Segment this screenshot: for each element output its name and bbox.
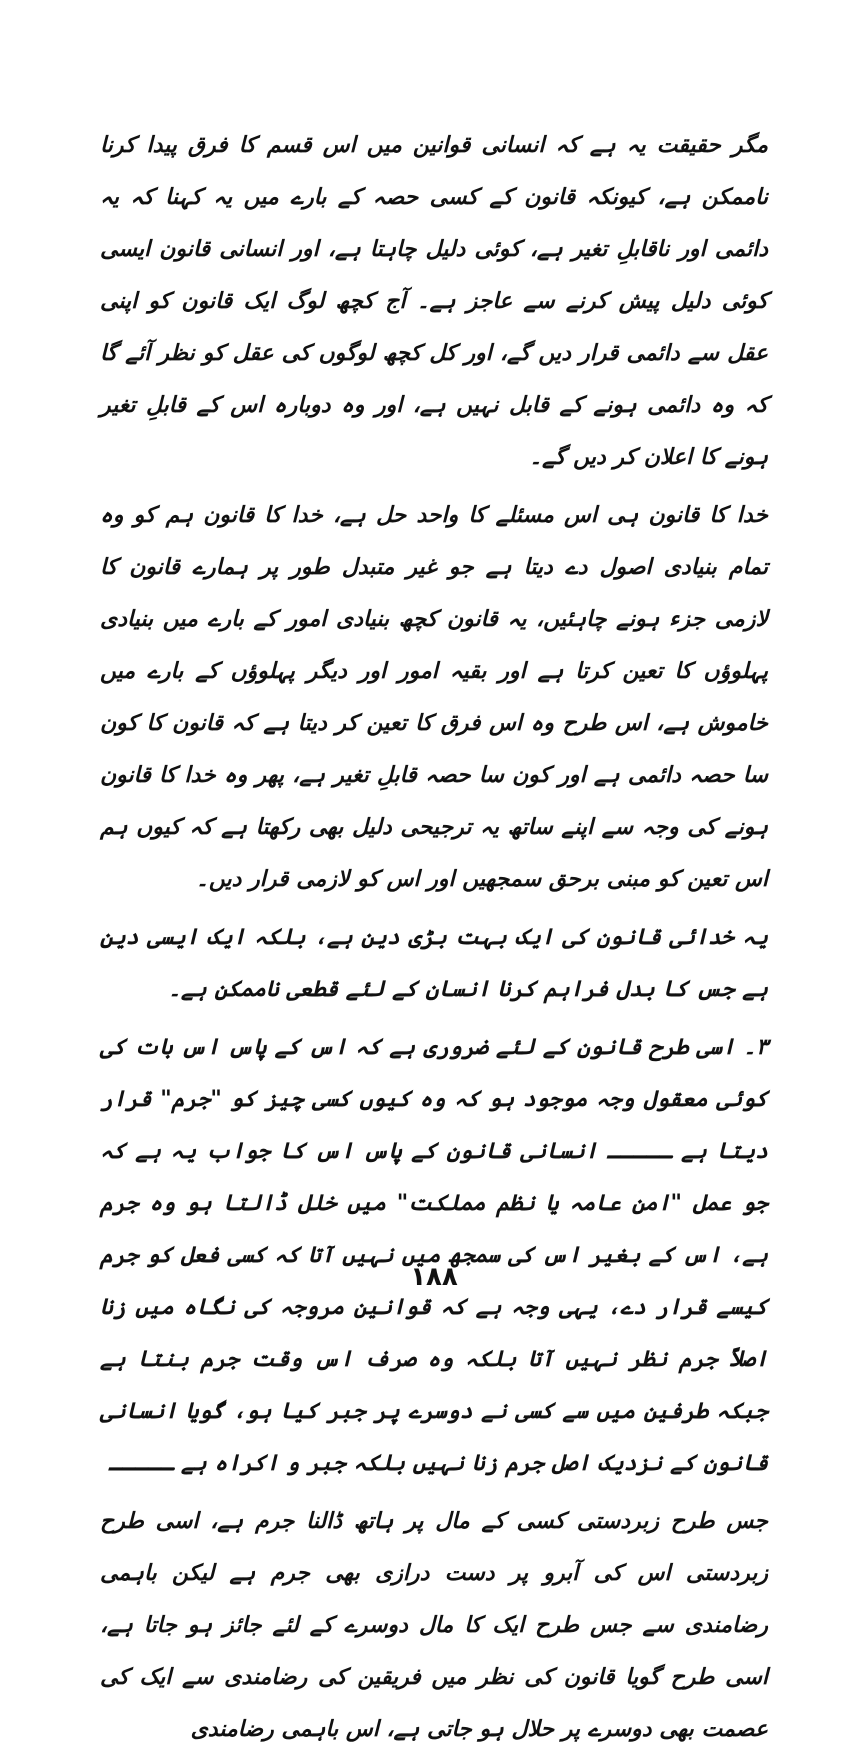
paragraph-2: خدا کا قانون ہی اس مسئلے کا واحد حل ہے، خدا کا قانون ہم کو وہ تمام بنیادی اصول دے دیتا ہے جو غیر متبدل طور پر ہمارے قانون کا لازمی جزء ہونے چاہئیں، یہ قانون کچھ بنیادی امور کے بارے میں بنیادی پہلوؤں کا تعین کرتا ہے اور بقیہ امور اور دیگر پہلوؤں کے بارے میں خاموش ہے، اس طرح وہ اس فرق کا تعین کر دیتا ہے کہ قانون کا کون سا حصہ دائمی ہے اور کون سا حصہ قابلِ تغیر ہے، پھر وہ خدا کا قانون ہونے کی وجہ سے اپنے ساتھ یہ ترجیحی دلیل بھی رکھتا ہے کہ کیوں ہم اس تعین کو مبنی برحق سمجھیں اور اس کو لازمی قرار دیں۔: [100, 503, 768, 892]
paragraph-5: جس طرح زبردستی کسی کے مال پر ہاتھ ڈالنا جرم ہے، اسی طرح زبردستی اس کی آبرو پر دست درازی بھی جرم ہے لیکن باہمی رضامندی سے جس طرح ایک کا مال دوسرے کے لئے جائز ہو جاتا ہے، اسی طرح گویا قانون کی نظر میں فریقین کی رضامندی سے ایک کی عصمت بھی دوسرے پر حلال ہو جاتی ہے، اس باہمی رضامندی: [100, 1509, 768, 1742]
page-number: ۱۸۸: [410, 1262, 458, 1292]
paragraph-4: ۳۔ اسی طرح قانون کے لئے ضروری ہے کہ اس کے پاس اس بات کی کوئی معقول وجہ موجود ہو کہ وہ کیوں کسی چیز کو "جرم" قرار دیتا ہے ـــــ انسانی قانون کے پاس اس کا جواب یہ ہے کہ جو عمل "امن عامہ یا نظم مملکت" میں خلل ڈالتا ہو وہ جرم ہے، اس کے بغیر اس کی سمجھ میں نہیں آتا کہ کسی فعل کو جرم کیسے قرار دے، یہی وجہ ہے کہ قوانین مروجہ کی نگاہ میں زنا اصلاً جرم نظر نہیں آتا بلکہ وہ صرف اس وقت جرم بنتا ہے جبکہ طرفین میں سے کسی نے دوسرے پر جبر کیا ہو، گویا انسانی قانون کے نزدیک اصل جرم زنا نہیں بلکہ جبر و اکراہ ہے ـــــ: [100, 1035, 768, 1476]
body-text: [100, 120, 768, 1762]
paragraph-1: مگر حقیقت یہ ہے کہ انسانی قوانین میں اس قسم کا فرق پیدا کرنا ناممکن ہے، کیونکہ قانون کے کسی حصہ کے بارے میں یہ کہنا کہ یہ دائمی اور ناقابلِ تغیر ہے، کوئی دلیل چاہتا ہے، اور انسانی قانون ایسی کوئی دلیل پیش کرنے سے عاجز ہے۔ آج کچھ لوگ ایک قانون کو اپنی عقل سے دائمی قرار دیں گے، اور کل کچھ لوگوں کی عقل کو نظر آئے گا کہ وہ دائمی ہونے کے قابل نہیں ہے، اور وہ دوبارہ اس کے قابلِ تغیر ہونے کا اعلان کر دیں گے۔: [100, 133, 768, 470]
paragraph-3: یہ خدائی قانون کی ایک بہت بڑی دین ہے، بلکہ ایک ایسی دین ہے جس کا بدل فراہم کرنا انسان کے لئے قطعی ناممکن ہے۔: [100, 925, 768, 1002]
